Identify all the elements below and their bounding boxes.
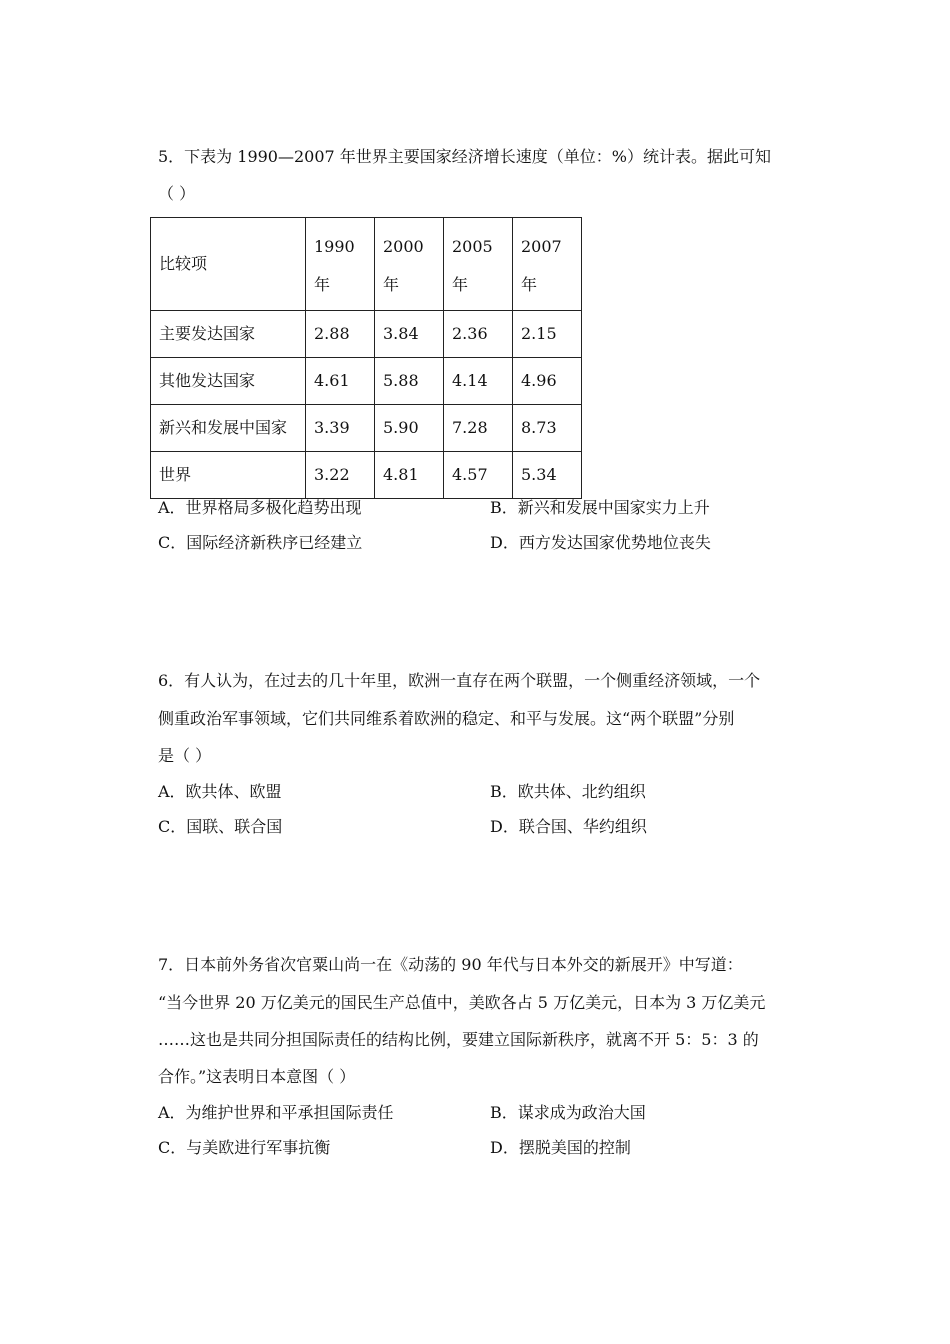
table-cell: 4.81 [375,452,444,499]
q6-option-b[interactable]: B．欧共体、北约组织 [490,782,646,801]
table-row [151,452,582,499]
table-cell: 3.84 [375,311,444,358]
q5-option-c[interactable]: C．国际经济新秩序已经建立 [158,533,363,552]
q7-option-c[interactable]: C．与美欧进行军事抗衡 [158,1138,331,1157]
year-number: 2007 [521,237,562,256]
table-cell: 2.88 [306,311,375,358]
year-unit: 年 [452,275,469,294]
header-year-1990 [306,218,375,311]
header-year-2000 [375,218,444,311]
q6-stem-line-1: 6．有人认为，在过去的几十年里，欧洲一直存在两个联盟，一个侧重经济领域，一个 [158,671,761,690]
table-cell: 5.90 [375,405,444,452]
year-number: 2005 [452,237,493,256]
q6-stem-line-3: 是（ ） [158,746,212,765]
year-number: 1990 [314,237,355,256]
row-label: 主要发达国家 [151,311,306,358]
year-number: 2000 [383,237,424,256]
q6-stem-line-2: 侧重政治军事领域，它们共同维系着欧洲的稳定、和平与发展。这“两个联盟”分别 [158,709,735,728]
table-cell: 4.14 [444,358,513,405]
row-label: 世界 [151,452,306,499]
table-cell: 2.36 [444,311,513,358]
header-year-2007 [513,218,582,311]
table-row [151,311,582,358]
table-cell: 4.61 [306,358,375,405]
table-cell: 3.22 [306,452,375,499]
q7-option-d[interactable]: D．摆脱美国的控制 [490,1138,631,1157]
q7-stem-line-3: ……这也是共同分担国际责任的结构比例，要建立国际新秩序，就离不开 5：5：3 的 [158,1030,759,1049]
table-cell: 5.88 [375,358,444,405]
q7-stem-line-4: 合作。”这表明日本意图（ ） [158,1067,356,1086]
q5-option-a[interactable]: A．世界格局多极化趋势出现 [158,498,362,517]
table-cell: 2.15 [513,311,582,358]
year-unit: 年 [383,275,400,294]
q5-stem-line-1: 5．下表为 1990—2007 年世界主要国家经济增长速度（单位：%）统计表。据此可知 [158,147,771,166]
year-unit: 年 [521,275,538,294]
table-cell: 7.28 [444,405,513,452]
table-header-row [151,218,582,311]
header-year-2005 [444,218,513,311]
q6-option-d[interactable]: D．联合国、华约组织 [490,817,647,836]
q7-stem-line-2: “当今世界 20 万亿美元的国民生产总值中，美欧各占 5 万亿美元，日本为 3 万亿美元 [158,993,766,1012]
q5-option-b[interactable]: B．新兴和发展中国家实力上升 [490,498,710,517]
q6-option-c[interactable]: C．国联、联合国 [158,817,283,836]
row-label: 新兴和发展中国家 [151,405,306,452]
q7-option-b[interactable]: B．谋求成为政治大国 [490,1103,646,1122]
table-cell: 4.57 [444,452,513,499]
q7-option-a[interactable]: A．为维护世界和平承担国际责任 [158,1103,394,1122]
q5-option-d[interactable]: D．西方发达国家优势地位丧失 [490,533,711,552]
q6-option-a[interactable]: A．欧共体、欧盟 [158,782,282,801]
table-cell: 4.96 [513,358,582,405]
year-unit: 年 [314,275,331,294]
q7-stem-line-1: 7．日本前外务省次官粟山尚一在《动荡的 90 年代与日本外交的新展开》中写道： [158,955,743,974]
table-row [151,358,582,405]
table-row [151,405,582,452]
header-label: 比较项 [151,218,306,311]
q5-stem-line-2: （ ） [158,184,196,203]
table-cell: 8.73 [513,405,582,452]
table-cell: 5.34 [513,452,582,499]
q5-data-table [150,217,582,499]
row-label: 其他发达国家 [151,358,306,405]
table-cell: 3.39 [306,405,375,452]
